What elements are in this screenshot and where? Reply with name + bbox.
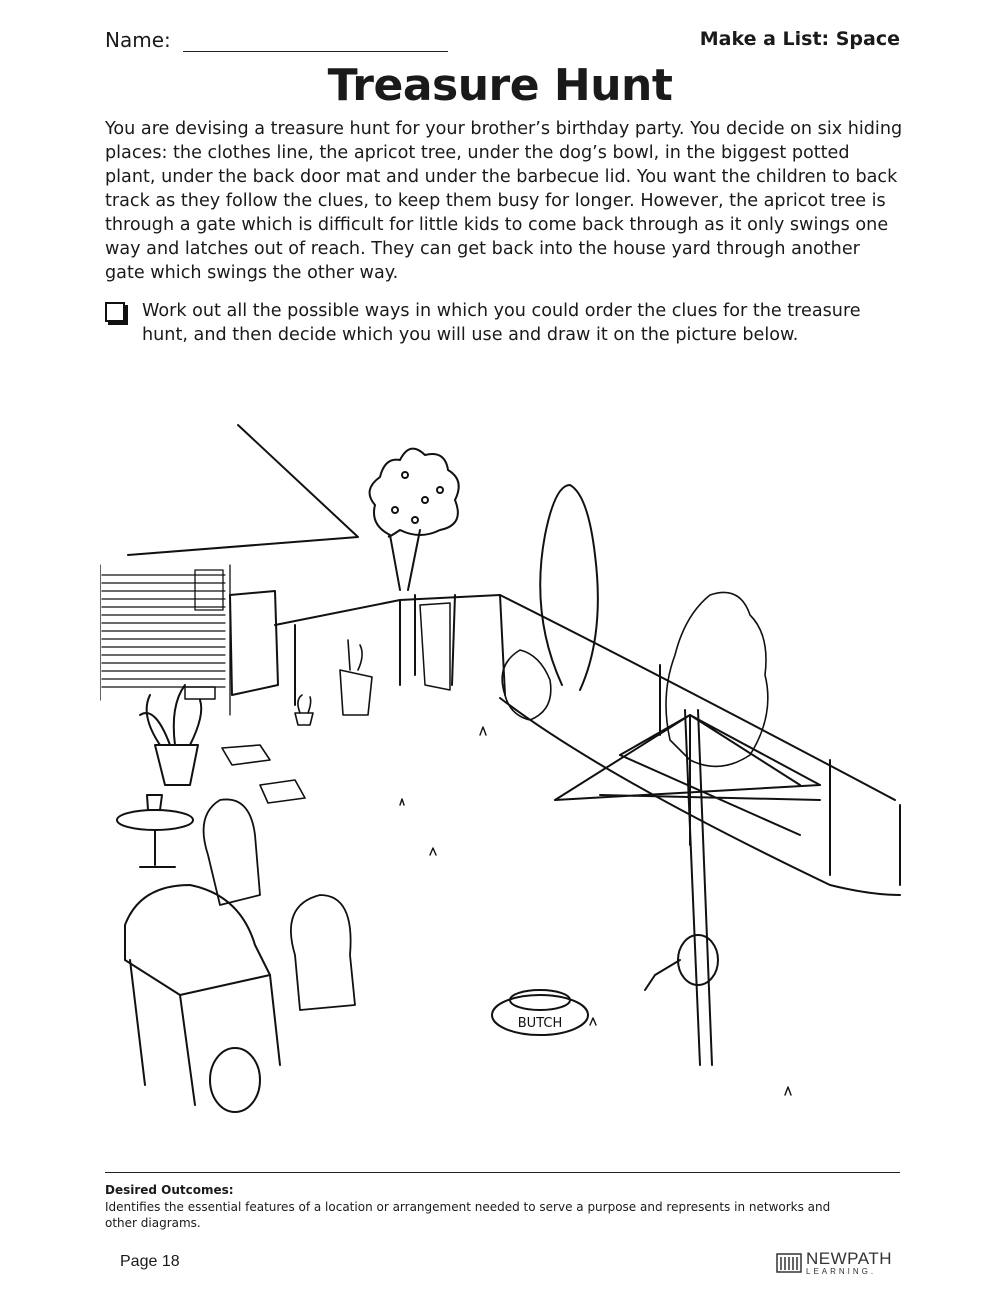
chair-icon	[291, 895, 355, 1010]
logo-main: NEWPATH	[806, 1249, 892, 1268]
paving-stone	[222, 745, 305, 803]
dog-bowl-label: BUTCH	[517, 1016, 563, 1031]
dog-bowl-icon	[492, 990, 588, 1035]
task-item	[105, 299, 905, 347]
small-pot-icon	[295, 640, 372, 725]
bush-icon	[666, 593, 768, 767]
shrub-icon	[502, 650, 551, 720]
backyard-illustration	[100, 415, 905, 1135]
apricot-tree-icon	[370, 449, 459, 590]
checkbox-icon	[105, 302, 125, 322]
barbecue-icon	[125, 885, 280, 1112]
house-wall	[100, 565, 230, 715]
side-table-icon	[117, 795, 193, 867]
outcomes-title: Desired Outcomes:	[105, 1183, 234, 1197]
apricot-gate	[420, 603, 450, 690]
name-field	[105, 28, 448, 52]
clothes-line-icon	[555, 710, 820, 1065]
page-number: Page 18	[120, 1253, 180, 1270]
chair-icon	[204, 799, 260, 905]
poplar-tree-icon	[540, 485, 598, 690]
name-blank-line	[183, 31, 448, 52]
series-title: Make a List: Space	[699, 28, 900, 50]
name-label: Name:	[105, 28, 171, 52]
footer-rule	[105, 1172, 900, 1173]
intro-paragraph: You are devising a treasure hunt for your brother’s birthday party. You decide on six hiding places: the clothes line, the apricot tree, under the dog’s bowl, in the biggest potted plant, under the back door mat and under the barbecue lid. You want the children to back track as they follow the clues, to keep them busy for longer. However, the apricot tree is through a gate which is difficult for little kids to come back through as it only swings one way and latches out of reach. They can get back into the house yard through another gate which swings the other way.	[105, 119, 903, 283]
book-icon	[776, 1252, 802, 1274]
publisher-logo	[776, 1250, 892, 1276]
page-title: Treasure Hunt	[327, 60, 673, 111]
fence	[275, 595, 895, 800]
back-door	[230, 591, 278, 695]
grass-tuft	[400, 727, 791, 1095]
task-text: Work out all the possible ways in which you could order the clues for the treasure hunt, and then decide which you will use and draw it on the picture below.	[142, 301, 861, 345]
house-roof	[128, 425, 358, 555]
outcomes-text: Identifies the essential features of a location or arrangement needed to serve a purpose and represents in networks and other diagrams.	[105, 1200, 831, 1230]
logo-sub: LEARNING.	[806, 1267, 877, 1276]
